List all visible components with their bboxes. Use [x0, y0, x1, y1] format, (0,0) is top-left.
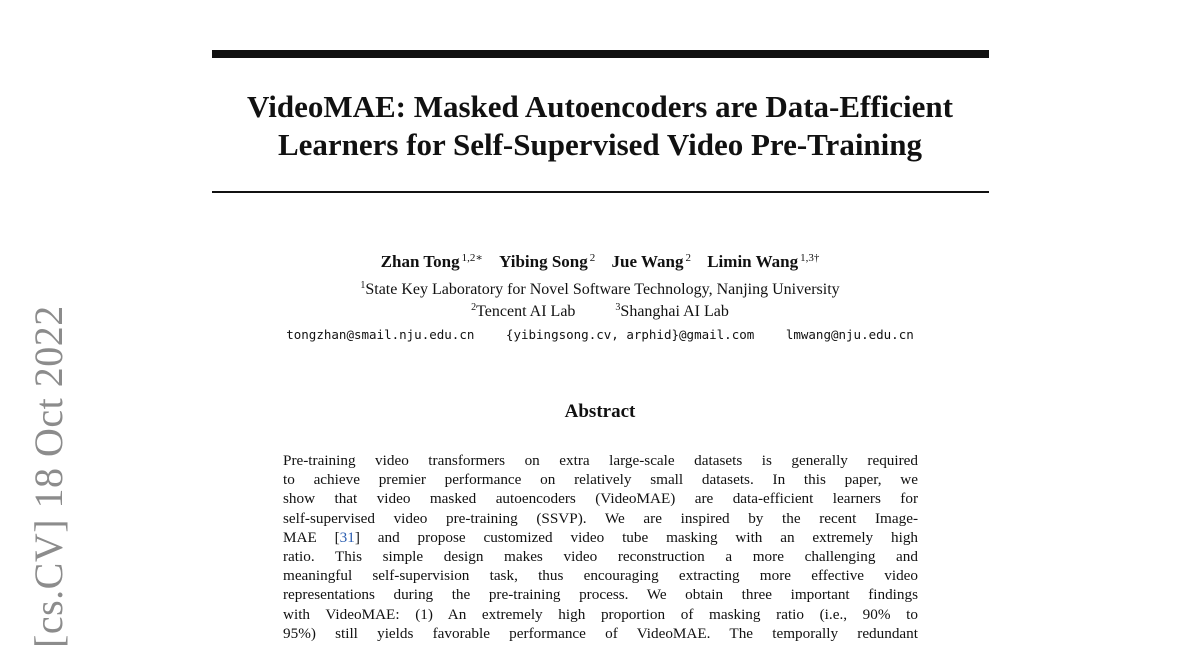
abstract-heading: Abstract: [564, 401, 636, 422]
abstract-line-with-citation: MAE [31] and propose customized video tube masking with an extremely high: [283, 528, 918, 546]
author-3-affiliation-mark: 2: [685, 252, 691, 264]
abstract-line: to achieve premier performance on relatively small datasets. In this paper, we: [283, 471, 918, 489]
citation-link[interactable]: 31: [339, 528, 355, 546]
affiliation-2: $^2$Tencent AI Lab: [471, 302, 576, 320]
author-1: Zhan Tong $^{1,2∗}$: [380, 252, 483, 271]
author-3: Jue Wang $^2$: [611, 252, 691, 271]
abstract-line: ratio. This simple design makes video reconstruction a more challenging and: [283, 547, 918, 565]
abstract-line: representations during the pre-training process. We obtain three important findings: [283, 586, 918, 604]
affiliation-3: $^3$Shanghai AI Lab: [615, 302, 729, 320]
abstract-line: Pre-training video transformers on extra large-scale datasets is generally required: [283, 452, 918, 469]
paper-title: [170, 88, 1030, 164]
title-line-2: Learners for Self-Supervised Video Pre-Training: [277, 127, 923, 162]
email-1[interactable]: tongzhan@smail.nju.edu.cn: [286, 327, 475, 342]
author-4-affiliation-mark: 1,3†: [800, 252, 820, 264]
abstract-body: [283, 451, 918, 643]
author-2-affiliation-mark: 2: [589, 252, 596, 264]
abstract-line: 95%) still yields favorable performance of VideoMAE. The temporally redundant: [283, 624, 918, 642]
author-4: Limin Wang $^{1,3\dagger}$: [707, 252, 820, 271]
arxiv-side-stamp: [cs.CV] 18 Oct 2022: [26, 305, 71, 648]
affiliation-line-2: [170, 297, 1030, 323]
email-3[interactable]: lmwang@nju.edu.cn: [785, 327, 914, 342]
title-top-rule: [212, 50, 989, 58]
author-list: [170, 246, 1030, 274]
author-2: Yibing Song $^2$: [499, 252, 596, 271]
abstract-line: self-supervised video pre-training (SSVP). We are inspired by the recent Image-: [283, 509, 918, 527]
title-line-1: VideoMAE: Masked Autoencoders are Data-Efficient: [246, 89, 953, 124]
affiliation-1: $^1$State Key Laboratory for Novel Software Technology, Nanjing University: [360, 280, 840, 298]
abstract-line: show that video masked autoencoders (VideoMAE) are data-efficient learners for: [283, 490, 918, 508]
abstract-line: meaningful self-supervision task, thus encouraging extracting more effective video: [283, 567, 918, 585]
author-emails: [160, 325, 1040, 345]
abstract-line: with VideoMAE: (1) An extremely high proportion of masking ratio (i.e., 90% to: [283, 605, 918, 623]
title-bottom-rule: [212, 191, 989, 193]
email-2[interactable]: {yibingsong.cv, arphid}@gmail.com: [505, 327, 755, 342]
author-1-affiliation-mark: 1,2∗: [461, 252, 483, 264]
